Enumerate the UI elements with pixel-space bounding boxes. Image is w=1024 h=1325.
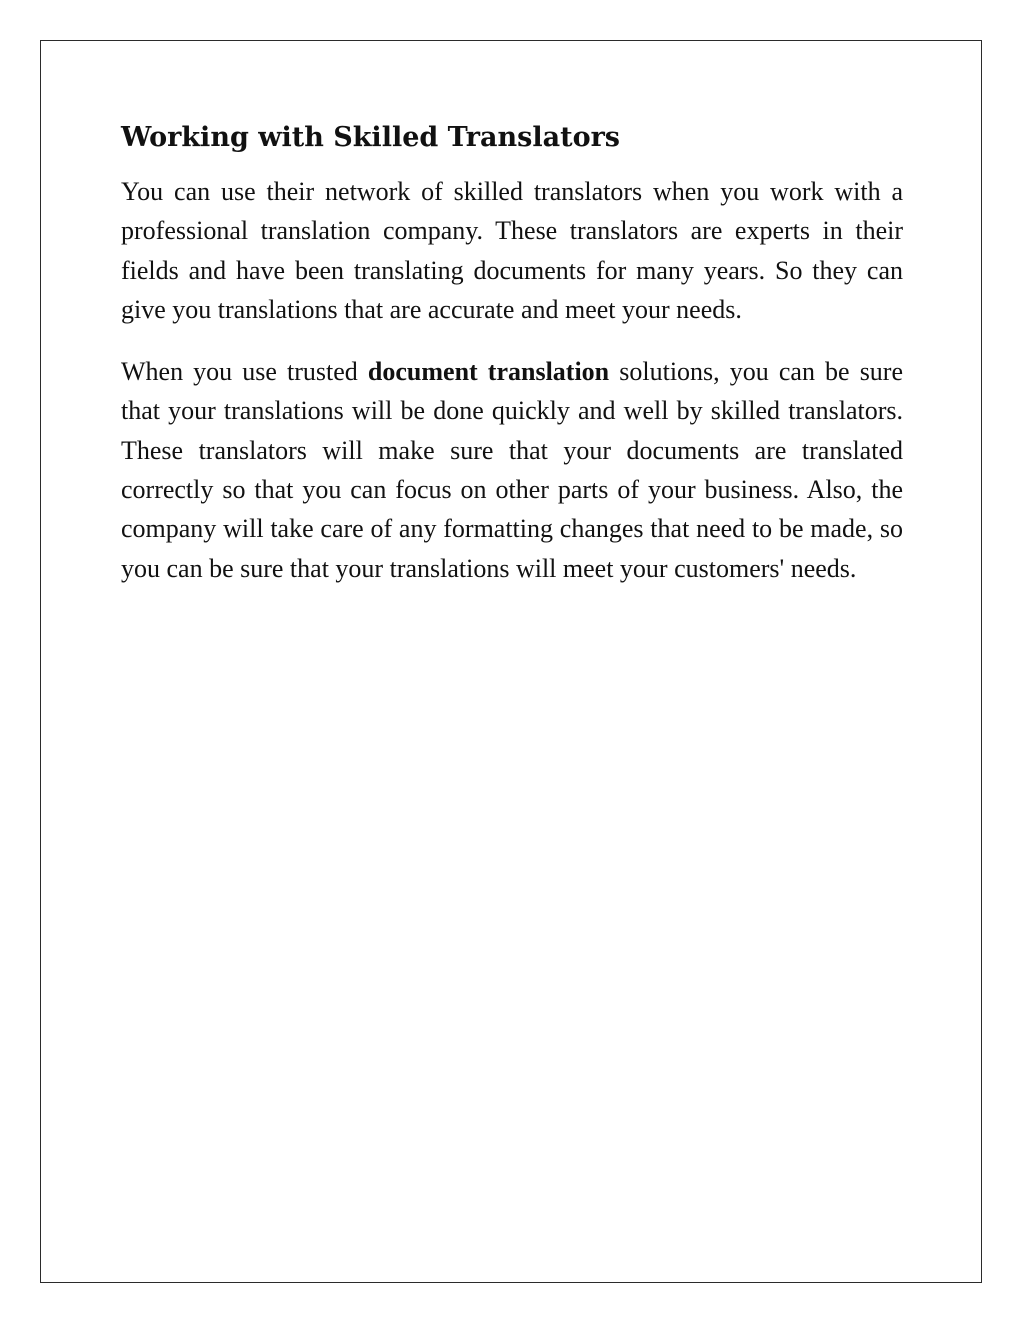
paragraph-2-text-before: When you use trusted <box>121 357 368 387</box>
paragraph-1: You can use their network of skilled translators when you work with a professional translation company. These translators are experts in their fields and have been translating documents for many years. So they can give you translations that are accurate and meet your needs. <box>121 177 903 324</box>
paragraph-2 <box>121 352 903 588</box>
document-translation-bold-phrase: document translation <box>367 357 610 387</box>
paragraph-2-text-after: solutions, you can be sure that your translations will be done quickly and well by skilled translators. These translators will make sure that your documents are translated correctly so that you can focus on other parts of your business. Also, the company will take care of any formatting changes that need to be made, so you can be sure that your translations will meet your customers' needs. <box>121 357 904 583</box>
document-heading: Working with Skilled Translators <box>121 122 620 153</box>
document-body <box>121 118 903 611</box>
